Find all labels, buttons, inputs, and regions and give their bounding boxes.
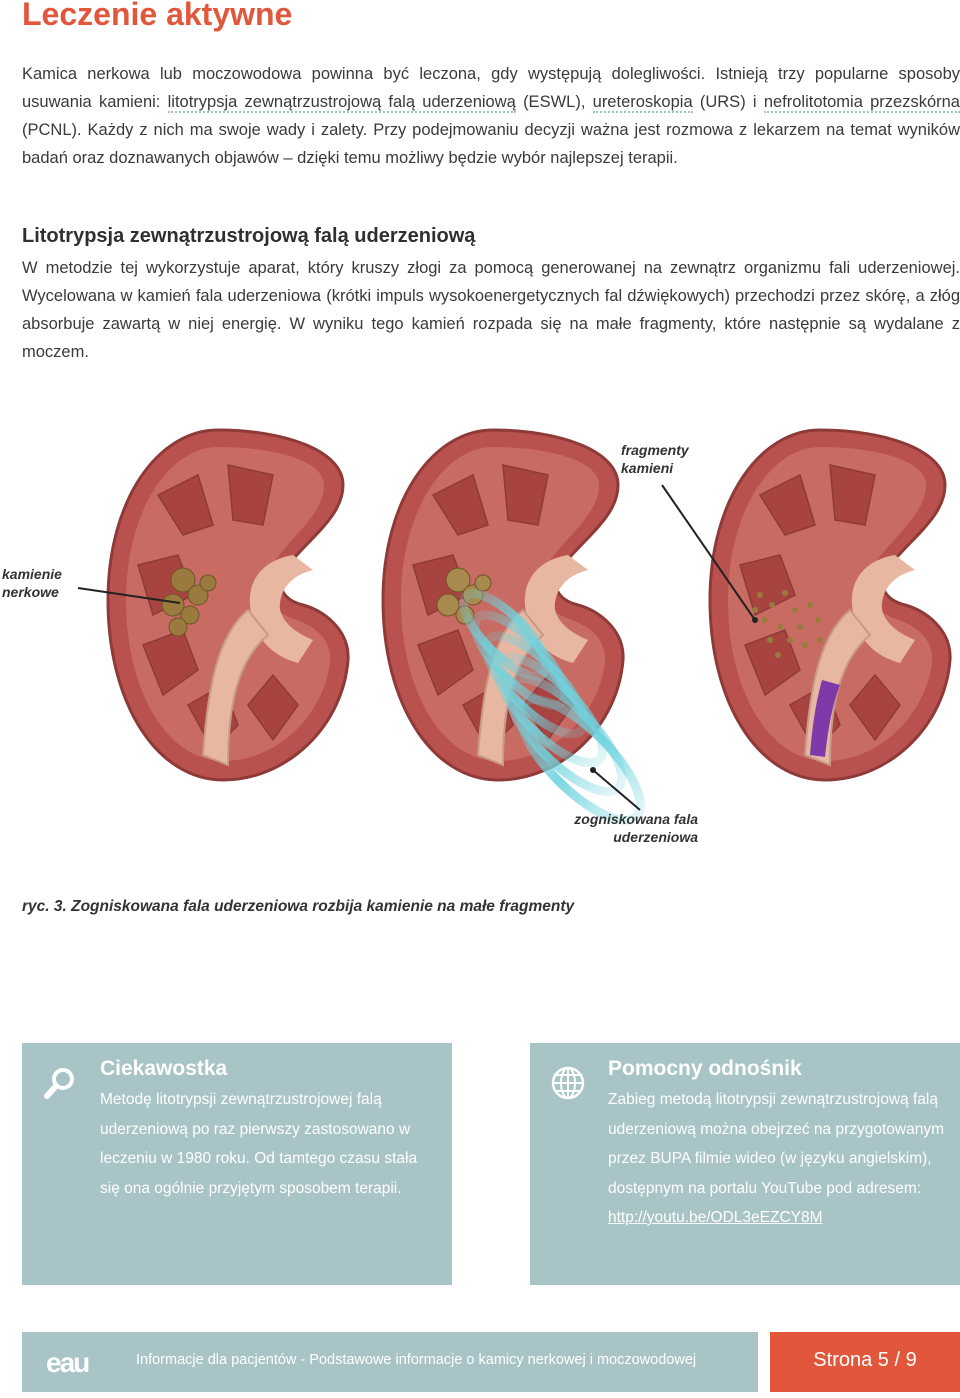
section-paragraph: W metodzie tej wykorzystuje aparat, który kruszy złogi za pomocą generowanej na zewnątrz organizmu fali uderzeniowej. Wycelowana w kamień fala uderzeniowa (krótki impuls wysokoenergetycznych fal dźwiękowych) przechodzi przez skórę, a złóg absorbuje zawartą w niej energię. W wyniku tego kamień rozpada się na małe fragmenty, które następnie są wydalane z moczem. bbox=[22, 259, 960, 361]
label-stone-fragments-line2: kamieni bbox=[621, 460, 674, 476]
figure-caption: ryc. 3. Zogniskowana fala uderzeniowa rozbija kamienie na małe fragmenty bbox=[22, 898, 575, 915]
label-shock-wave-line2: uderzeniowa bbox=[613, 829, 698, 845]
section-title: Litotrypsja zewnątrzustrojową falą uderzeniową bbox=[22, 225, 476, 247]
label-shock-wave-line1: zogniskowana fala bbox=[574, 811, 698, 827]
youtube-link[interactable]: http://youtu.be/ODL3eEZCY8M bbox=[608, 1209, 823, 1226]
label-stone-fragments bbox=[621, 441, 689, 477]
intro-paragraph bbox=[22, 60, 960, 172]
glossary-term-eswl[interactable]: litotrypsja zewnątrzustrojową falą uderzeniową bbox=[167, 93, 516, 111]
intro-text-start: Kamica nerkowa lub moczowodowa powinna być leczona, gdy występują dolegliwości. Istnieją trzy popularne sposoby usuwania kamieni: bbox=[22, 65, 960, 111]
info-box-link-body: Zabieg metodą litotrypsji zewnątrzustrojową falą uderzeniową można obejrzeć na przygotowanym przez BUPA filmie wideo (w języku angielskim), dostępnym na portalu YouTube pod adresem: bbox=[608, 1091, 945, 1197]
footer-bar bbox=[22, 1332, 758, 1392]
intro-text-mid2: (URS) i bbox=[692, 93, 764, 111]
label-kidney-stones-line1: kamienie bbox=[2, 566, 62, 582]
intro-text-mid1: (ESWL), bbox=[515, 93, 593, 111]
info-box-link-text bbox=[608, 1085, 948, 1233]
info-box-link-title: Pomocny odnośnik bbox=[608, 1057, 802, 1080]
kidney-3 bbox=[710, 430, 950, 780]
info-box-link bbox=[530, 1043, 960, 1285]
kidney-illustration bbox=[0, 405, 960, 875]
label-shock-wave bbox=[540, 810, 698, 846]
info-box-fact-text: Metodę litotrypsji zewnątrzustrojowej falą uderzeniową po raz pierwszy zastosowano w leczeniu w 1980 roku. Od tamtego czasu stała się ona ogólnie przyjętym sposobem terapii. bbox=[100, 1091, 418, 1197]
label-kidney-stones-line2: nerkowe bbox=[2, 584, 59, 600]
glossary-term-pcnl[interactable]: nefrolitotomia przezskórna bbox=[763, 93, 960, 111]
label-kidney-stones bbox=[2, 565, 62, 601]
kidney-1 bbox=[108, 430, 348, 780]
page-title: Leczenie aktywne bbox=[22, 0, 293, 32]
intro-text-end: (PCNL). Każdy z nich ma swoje wady i zalety. Przy podejmowaniu decyzji ważna jest rozmowa z lekarzem na temat wyników badań oraz doznawanych objawów – dzięki temu możliwy będzie wybór najlepszej terapii. bbox=[22, 121, 960, 167]
footer-text: Informacje dla pacjentów - Podstawowe informacje o kamicy nerkowej i moczowodowej bbox=[136, 1352, 697, 1368]
info-box-fact-title: Ciekawostka bbox=[100, 1057, 228, 1080]
eau-logo bbox=[46, 1346, 102, 1378]
eau-logo-text: eau bbox=[46, 1347, 89, 1378]
page-number: Strona 5 / 9 bbox=[813, 1349, 917, 1371]
label-stone-fragments-line1: fragmenty bbox=[621, 442, 689, 458]
info-box-fact bbox=[22, 1043, 452, 1285]
kidney-figure-svg bbox=[0, 405, 960, 875]
globe-icon bbox=[550, 1065, 586, 1101]
glossary-term-urs[interactable]: ureteroskopia bbox=[592, 93, 693, 111]
magnifier-icon bbox=[42, 1065, 78, 1101]
page-number-box bbox=[770, 1332, 960, 1392]
